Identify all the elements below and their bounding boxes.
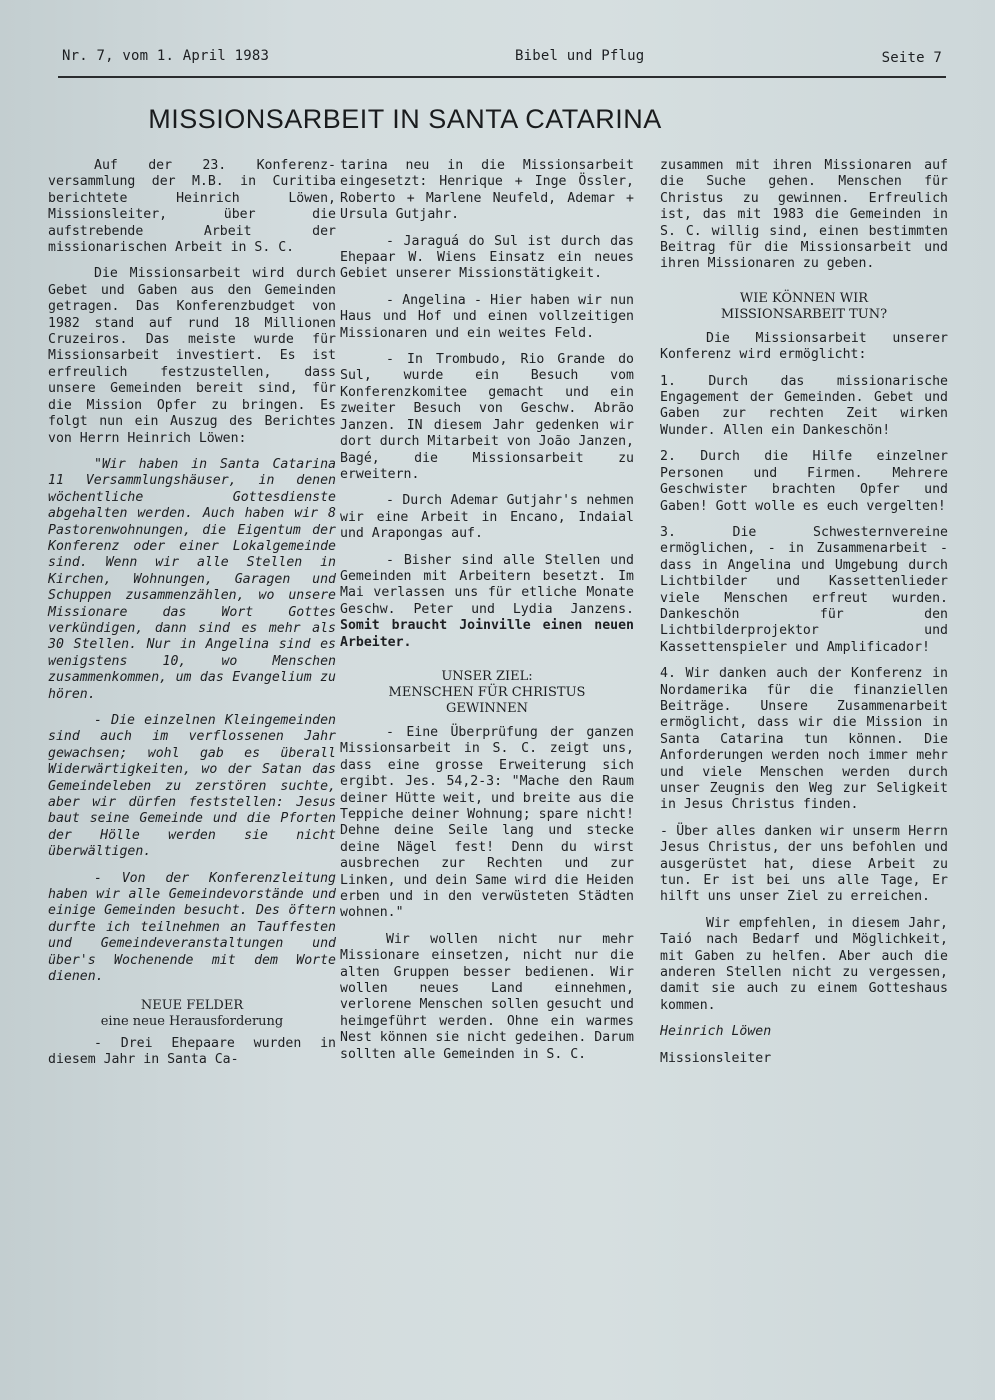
publication-name: Bibel und Pflug bbox=[515, 48, 645, 64]
section-heading-line: MENSCHEN FÜR CHRISTUS bbox=[388, 684, 586, 700]
paragraph-text: - Bisher sind alle Stellen und Gemeinden mit Arbeitern besetzt. Im Mai verlassen uns für etliche Monate Geschw. Peter und Lydia Janzens. bbox=[340, 552, 634, 617]
column-1 bbox=[48, 158, 336, 1078]
paragraph: - Über alles danken wir unserm Herrn Jesus Christus, der uns befohlen und ausgerüstet hat, diese Arbeit zu tun. Er ist bei uns alle Tage, Er hilft uns unser Ziel zu erreichen. bbox=[660, 823, 948, 905]
section-heading bbox=[48, 998, 336, 1030]
column-2 bbox=[340, 158, 634, 1073]
paragraph: Wir wollen nicht nur mehr Missionare einsetzen, nicht nur die alten Gruppen besser bedienen. Wir wollen neues Land einnehmen, verlorene Menschen sollen gesucht und heimgeführt werden. Ohne ein warmes Nest können sie nicht gedeihen. Darum sollten alle Gemeinden in S. C. bbox=[340, 931, 634, 1062]
paragraph: - Eine Überprüfung der ganzen Missionsarbeit in S. C. zeigt uns, dass eine grosse Erweiterung sich ergibt. Jes. 54,2-3: "Mache den Raum deiner Hütte weit, und breite aus die Teppiche deiner Wohnung; spare nicht! Dehne deine Seile lang und stecke deine Nägel fest! Denn du wirst ausbrechen zur Rechten und zur Linken, und dein Same wird die Heiden erben und in den verwüsteten Städten wohnen." bbox=[340, 724, 634, 921]
list-item: 3. Die Schwesternvereine ermöglichen, - in Zusammenarbeit - dass in Angelina und Umgebung durch Lichtbilder und Kassettenlieder viele Menschen erfreut wurden. Dankeschön für den Lichtbilderprojektor und Kassettenspieler und Amplificador! bbox=[660, 524, 948, 655]
paragraph: - Angelina - Hier haben wir nun Haus und Hof und einen vollzeitigen Missionaren und ein weites Feld. bbox=[340, 292, 634, 341]
paragraph: zusammen mit ihren Missionaren auf die Suche gehen. Menschen für Christus zu gewinnen. Erfreulich ist, das mit 1983 die Gemeinden in S. C. willig sind, einen bestimmten Beitrag für die Missionsarbeit und ihren Missionaren zu geben. bbox=[660, 158, 948, 272]
paragraph: - In Trombudo, Rio Grande do Sul, wurde ein Besuch vom Konferenzkomitee gemacht und ein zweiter Besuch von Geschw. Abrão Janzen. IN diesem Jahr gedenken wir dort durch Mitarbeit von João Janzen, Bagé, die Missionsarbeit zu erweitern. bbox=[340, 352, 634, 482]
section-heading bbox=[660, 291, 948, 323]
paragraph: Wir empfehlen, in diesem Jahr, Taió nach Bedarf und Möglichkeit, mit Gaben zu helfen. Aber auch die anderen Stellen nicht zu vergessen, damit sie auch zu einem Gotteshaus kommen. bbox=[660, 915, 948, 1013]
article-title: MISSIONSARBEIT IN SANTA CATARINA bbox=[148, 104, 662, 134]
quote-paragraph: - Die einzelnen Kleingemeinden sind auch im verflossenen Jahr gewachsen; wohl gab es überall Widerwärtigkeiten, wo der Satan das Gemeindeleben zu zerstören suchte, aber wir dürfen feststellen: Jesus baut seine Gemeinde und die Pforten der Hölle werden sie nicht überwältigen. bbox=[48, 713, 336, 860]
quote-paragraph: "Wir haben in Santa Catarina 11 Versammlungshäuser, in denen wöchentliche Gottesdienste abgehalten werden. Auch haben wir 8 Pastorenwohnungen, die Eigentum der Konferenz oder einer Lokalgemeinde sind. Wenn wir alle Stellen in Kirchen, Wohnungen, Garagen und Schuppen zusammenzählen, wo unsere Missionare das Wort Gottes verkündigen, dann sind es mehr als 30 Stellen. Nur in Angelina sind es wenigstens 10, wo Menschen zusammenkommen, um das Evangelium zu hören. bbox=[48, 456, 336, 702]
section-heading-line: NEUE FELDER bbox=[140, 997, 244, 1013]
list-item: 1. Durch das missionarische Engagement der Gemeinden. Gebet und Gaben zur rechten Zeit wirken Wunder. Allen ein Dankeschön! bbox=[660, 373, 948, 438]
signature-role: Missionsleiter bbox=[660, 1050, 772, 1066]
page-header bbox=[62, 48, 942, 72]
paragraph: Die Missionsarbeit wird durch Gebet und Gaben aus den Gemeinden getragen. Das Konferenzbudget von 1982 stand auf rund 18 Millionen Cruzeiros. Das meiste wurde für Missionsarbeit investiert. Es ist erfreulich festzustellen, dass unsere Gemeinden bereit sind, für die Mission Opfer zu bringen. Es folgt nun ein Auszug des Berichtes von Herrn Heinrich Löwen: bbox=[48, 266, 336, 446]
signature-name: Heinrich Löwen bbox=[660, 1024, 772, 1040]
column-3 bbox=[660, 158, 948, 1077]
section-heading bbox=[340, 669, 634, 717]
paragraph-bold-text: Somit braucht Joinville einen neuen Arbeiter. bbox=[340, 618, 634, 650]
section-heading-line: MISSIONSARBEIT TUN? bbox=[720, 306, 888, 322]
section-heading-line: WIE KÖNNEN WIR bbox=[739, 290, 869, 306]
list-item: 2. Durch die Hilfe einzelner Personen und Firmen. Mehrere Geschwister brachten Opfer und Gaben! Gott wolle es euch vergelten! bbox=[660, 449, 948, 514]
paragraph bbox=[340, 553, 634, 651]
section-heading-line: GEWINNEN bbox=[446, 700, 528, 716]
section-heading-line: eine neue Herausforderung bbox=[100, 1013, 284, 1029]
paragraph: - Jaraguá do Sul ist durch das Ehepaar W. Wiens Einsatz ein neues Gebiet unserer Missionstätigkeit. bbox=[340, 233, 634, 282]
header-rule bbox=[58, 76, 946, 78]
paragraph: Die Missionsarbeit unserer Konferenz wird ermöglicht: bbox=[660, 330, 948, 363]
page-number: Seite 7 bbox=[881, 50, 942, 66]
list-item: 4. Wir danken auch der Konferenz in Nordamerika für die finanziellen Beiträge. Unsere Zusammenarbeit ermöglicht, dass wir die Mission in Santa Catarina tun können. Die Anforderungen werden noch immer mehr und viele Menschen werden durch unser Zeugnis den Weg zur Seligkeit in Jesus Christus finden. bbox=[660, 666, 948, 813]
section-heading-line: UNSER ZIEL: bbox=[441, 668, 533, 684]
paragraph: tarina neu in die Missionsarbeit eingesetzt: Henrique + Inge Össler, Roberto + Marlene Neufeld, Ademar + Ursula Gutjahr. bbox=[340, 158, 634, 223]
quote-paragraph: - Von der Konferenzleitung haben wir alle Gemeindevorstände und einige Gemeinden besucht. Des öftern durfte ich teilnehmen an Tauffesten und Gemeindeveranstaltungen und über's Wochenende mit dem Worte dienen. bbox=[48, 870, 336, 985]
issue-info: Nr. 7, vom 1. April 1983 bbox=[62, 48, 270, 64]
paragraph: - Drei Ehepaare wurden in diesem Jahr in Santa Ca- bbox=[48, 1035, 336, 1067]
paragraph: Auf der 23. Konferenz-versammlung der M.B. in Curitiba berichtete Heinrich Löwen, Missionsleiter, über die aufstrebende Arbeit der missionarischen Arbeit in S. C. bbox=[48, 158, 336, 256]
paragraph: - Durch Ademar Gutjahr's nehmen wir eine Arbeit in Encano, Indaial und Arapongas auf. bbox=[340, 493, 634, 542]
